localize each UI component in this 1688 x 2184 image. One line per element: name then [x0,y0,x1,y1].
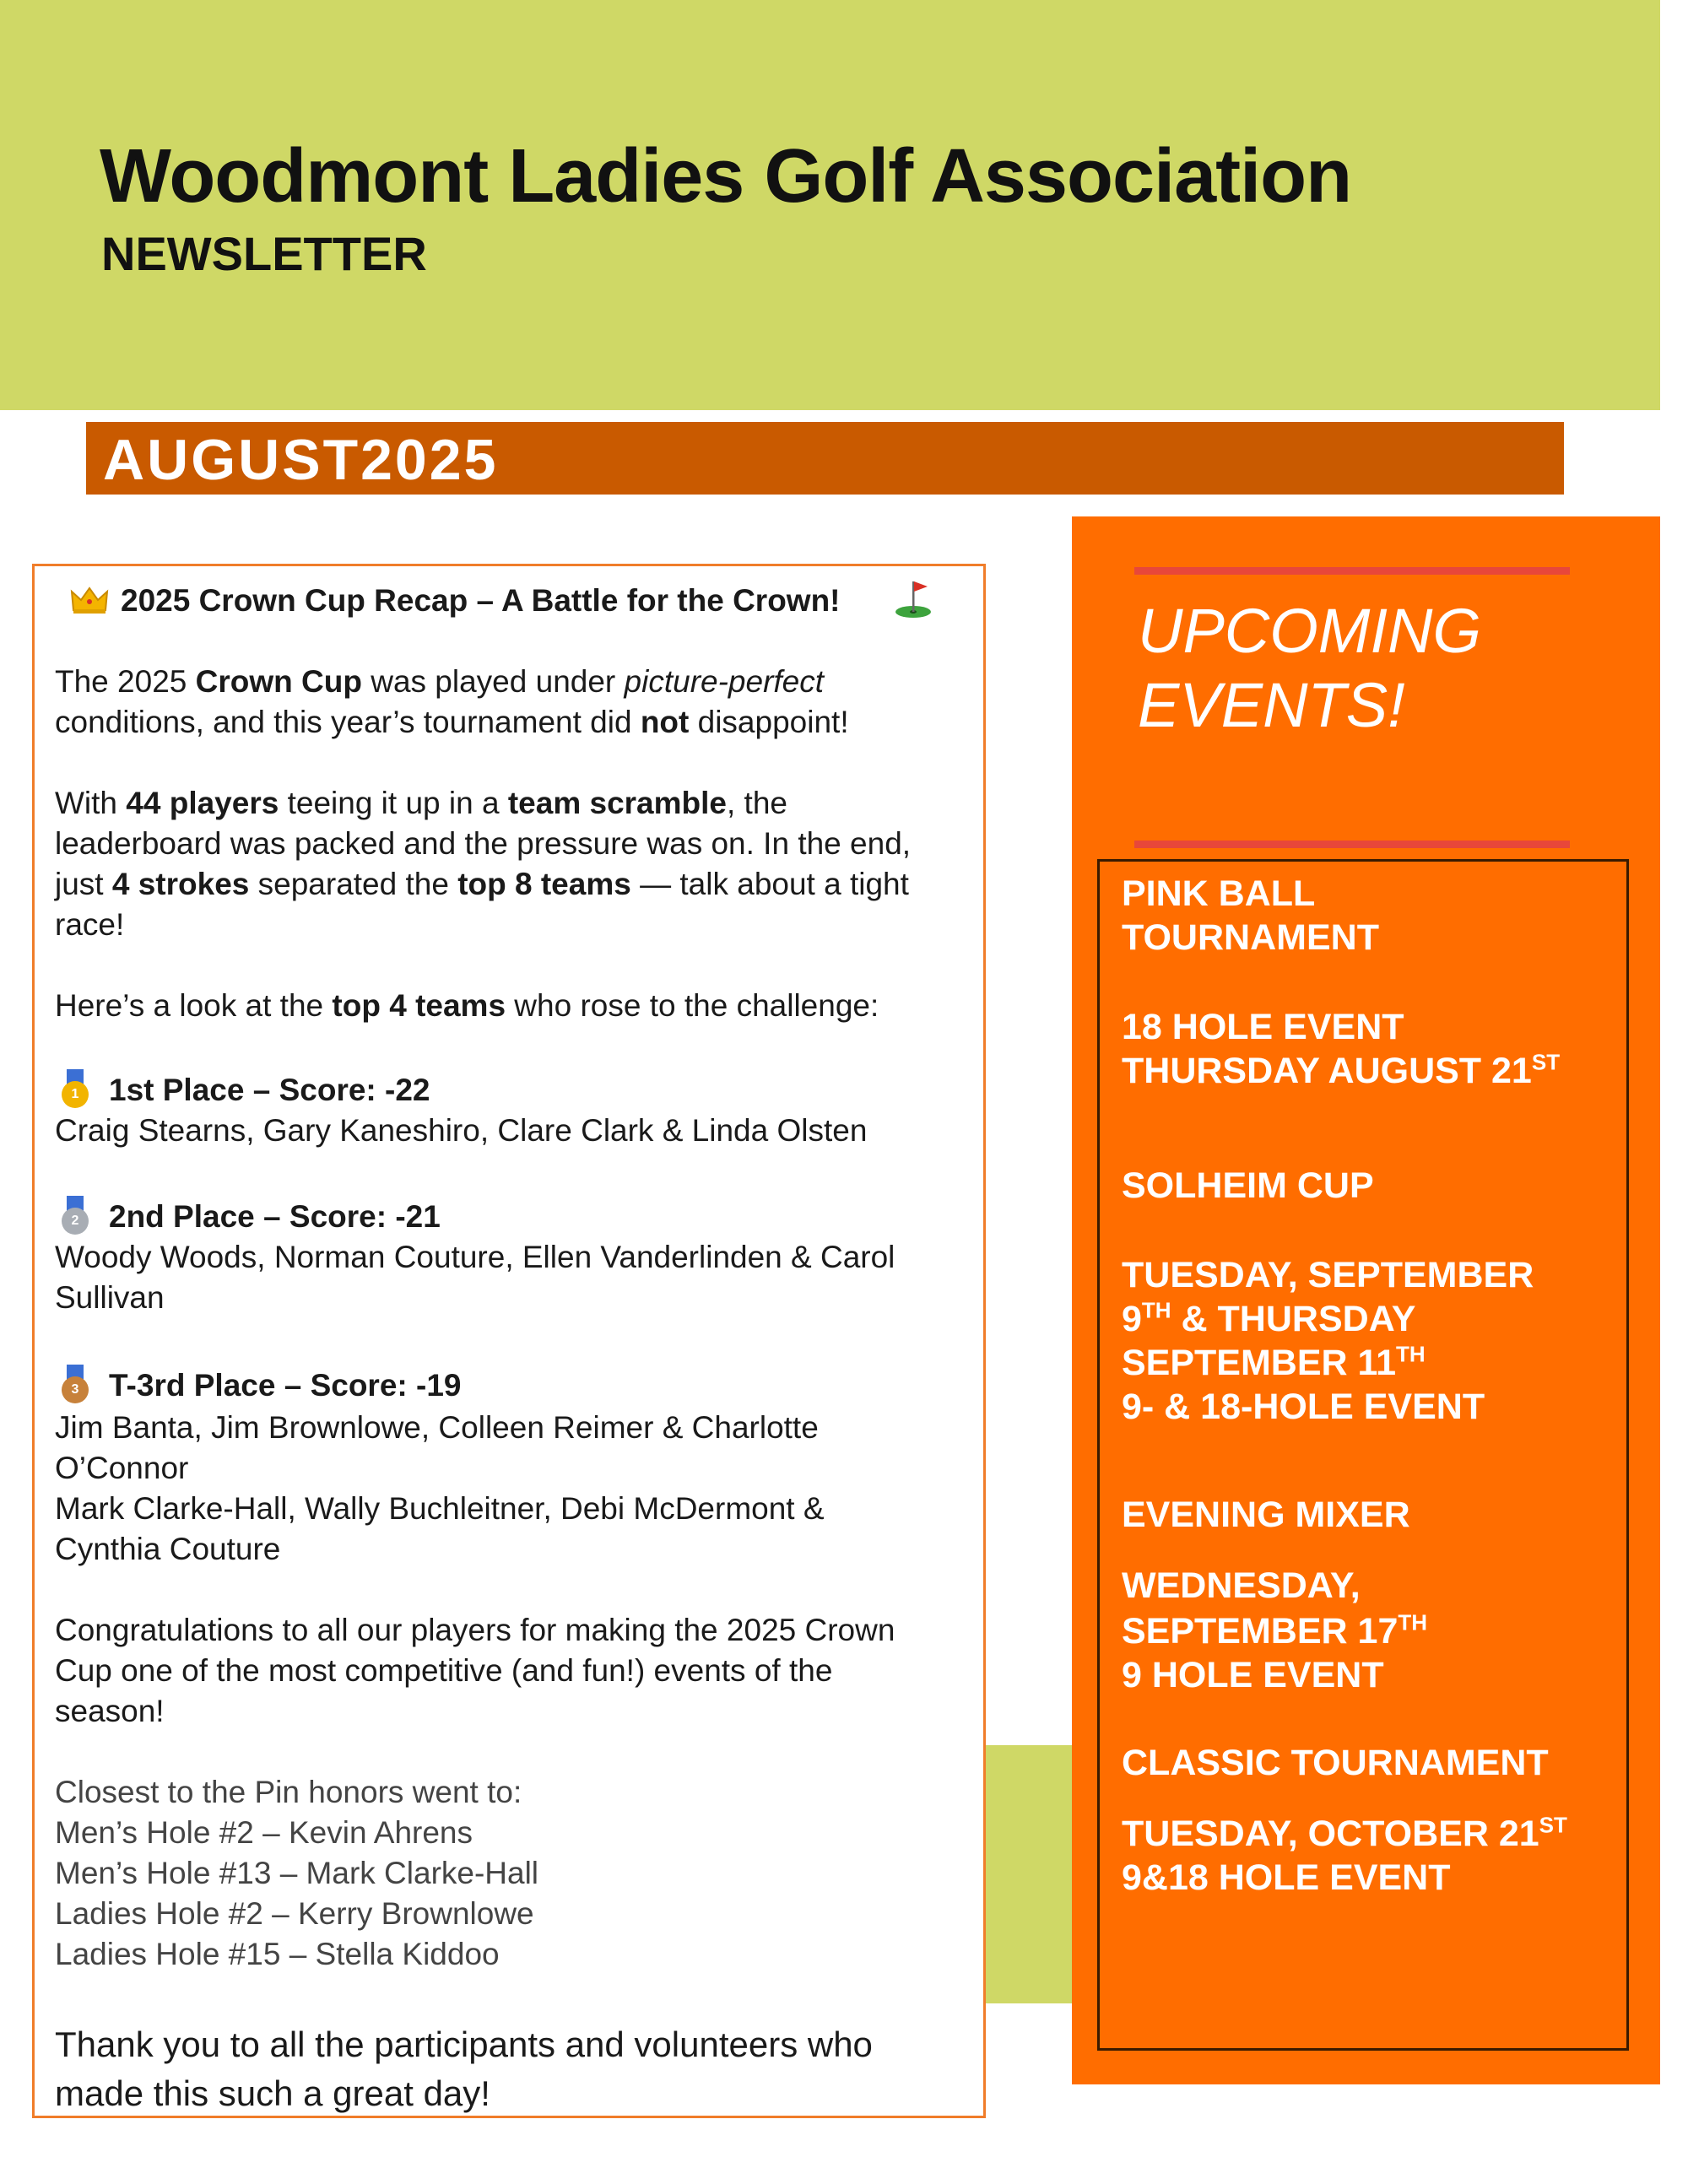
text-run: With [55,786,127,820]
event-date: WEDNESDAY, [1122,1565,1361,1606]
top-teams-emphasis: top 8 teams [457,867,631,901]
scramble-line [55,867,909,902]
date-text: TUESDAY, OCTOBER 21 [1122,1814,1539,1854]
text-run: separated the [249,867,458,901]
thanks-line: Thank you to all the participants and volunteers who [55,2025,873,2064]
scramble-line: race! [55,907,125,942]
not-emphasis: not [640,705,690,739]
crown-icon [70,585,109,615]
third-place-team: Mark Clarke-Hall, Wally Buchleitner, Debi McDermont & [55,1491,825,1526]
text-run: disappoint! [689,705,849,739]
golf-flag-icon [894,578,933,619]
event-name: PINK BALL [1122,873,1316,914]
crown-cup-emphasis: Crown Cup [195,664,362,699]
medal-number: 3 [62,1376,89,1403]
recap-intro-line [55,705,849,740]
page-title: Woodmont Ladies Golf Association [100,134,1352,219]
date-text: THURSDAY AUGUST 21 [1122,1051,1532,1091]
date-text: SEPTEMBER 17 [1122,1611,1399,1652]
silver-medal-icon [60,1196,90,1236]
event-date [1122,1343,1426,1384]
text-run: Here’s a look at the [55,988,333,1023]
closest-pin-line: Closest to the Pin honors went to: [55,1775,522,1809]
top-teams-intro [55,988,879,1024]
third-place-team: O’Connor [55,1451,189,1485]
scramble-line [55,786,787,821]
date-suffix: TH [1396,1341,1426,1367]
event-date: TUESDAY, SEPTEMBER [1122,1255,1534,1295]
closest-pin-line: Men’s Hole #13 – Mark Clarke-Hall [55,1856,539,1890]
event-detail: 9&18 HOLE EVENT [1122,1857,1451,1898]
event-date [1122,1611,1427,1652]
picture-perfect-emphasis: picture-perfect [624,664,825,699]
event-name: CLASSIC TOURNAMENT [1122,1743,1549,1783]
closest-pin-line: Men’s Hole #2 – Kevin Ahrens [55,1815,473,1850]
second-place-title: 2nd Place – Score: -21 [109,1199,441,1234]
medal-number: 1 [62,1081,89,1108]
thanks-line: made this such a great day! [55,2073,490,2113]
second-place-team: Woody Woods, Norman Couture, Ellen Vanderlinden & Carol [55,1240,895,1274]
month-banner-text: AUGUST2025 [103,428,499,492]
month-banner [86,422,1564,495]
event-date [1122,1299,1416,1340]
text-run: The 2025 [55,664,196,699]
gold-medal-icon [60,1069,90,1110]
congrats-line: Congratulations to all our players for making the 2025 Crown [55,1613,895,1647]
closest-pin-line: Ladies Hole #2 – Kerry Brownlowe [55,1896,534,1931]
team-scramble-emphasis: team scramble [507,786,727,820]
recap-intro-line [55,664,824,700]
players-count-emphasis: 44 players [126,786,279,820]
text-run: , the [727,786,787,820]
third-place-team: Jim Banta, Jim Brownlowe, Colleen Reimer & Charlotte [55,1410,819,1445]
medal-number: 2 [62,1208,89,1235]
text-run: — talk about a tight [630,867,909,901]
first-place-team: Craig Stearns, Gary Kaneshiro, Clare Clark & Linda Olsten [55,1113,868,1148]
decorative-green-block [986,1745,1072,2003]
event-detail: 18 HOLE EVENT [1122,1007,1404,1047]
event-name: TOURNAMENT [1122,917,1379,958]
date-text: 9 [1122,1299,1142,1339]
crown-cup-recap-article [32,564,986,2118]
divider [1134,567,1570,575]
closest-pin-line: Ladies Hole #15 – Stella Kiddoo [55,1937,500,1971]
event-name: EVENING MIXER [1122,1495,1410,1535]
upcoming-events-panel [1072,516,1660,2084]
text-run: just [55,867,112,901]
text-run: teeing it up in a [279,786,508,820]
date-suffix: TH [1141,1297,1171,1323]
first-place-title: 1st Place – Score: -22 [109,1073,430,1107]
date-suffix: TH [1398,1609,1428,1635]
page-subtitle: NEWSLETTER [101,227,427,280]
congrats-line: season! [55,1694,165,1728]
event-name: SOLHEIM CUP [1122,1165,1374,1206]
event-detail: 9- & 18-HOLE EVENT [1122,1387,1485,1427]
scramble-line: leaderboard was packed and the pressure was on. In the end, [55,826,912,861]
event-detail: 9 HOLE EVENT [1122,1655,1384,1695]
second-place-team: Sullivan [55,1280,165,1315]
date-text: & THURSDAY [1171,1299,1416,1339]
top-4-emphasis: top 4 teams [332,988,506,1023]
date-suffix: ST [1531,1049,1561,1075]
event-date [1122,1814,1567,1855]
date-text: SEPTEMBER 11 [1122,1343,1396,1383]
third-place-title: T-3rd Place – Score: -19 [109,1368,462,1403]
recap-heading: 2025 Crown Cup Recap – A Battle for the Crown! [121,583,841,618]
third-place-team: Cynthia Couture [55,1532,281,1566]
event-date [1122,1051,1560,1092]
title-line: UPCOMING [1138,596,1481,666]
title-line: EVENTS! [1138,670,1405,740]
congrats-line: Cup one of the most competitive (and fun!) events of the [55,1653,833,1688]
text-run: was played under [361,664,625,699]
text-run: conditions, and this year’s tournament did [55,705,641,739]
text-run: who rose to the challenge: [506,988,879,1023]
divider [1134,841,1570,848]
strokes-emphasis: 4 strokes [111,867,250,901]
upcoming-events-title [1138,594,1481,743]
events-list-box [1097,859,1629,2051]
bronze-medal-icon [60,1365,90,1405]
date-suffix: ST [1539,1812,1567,1838]
